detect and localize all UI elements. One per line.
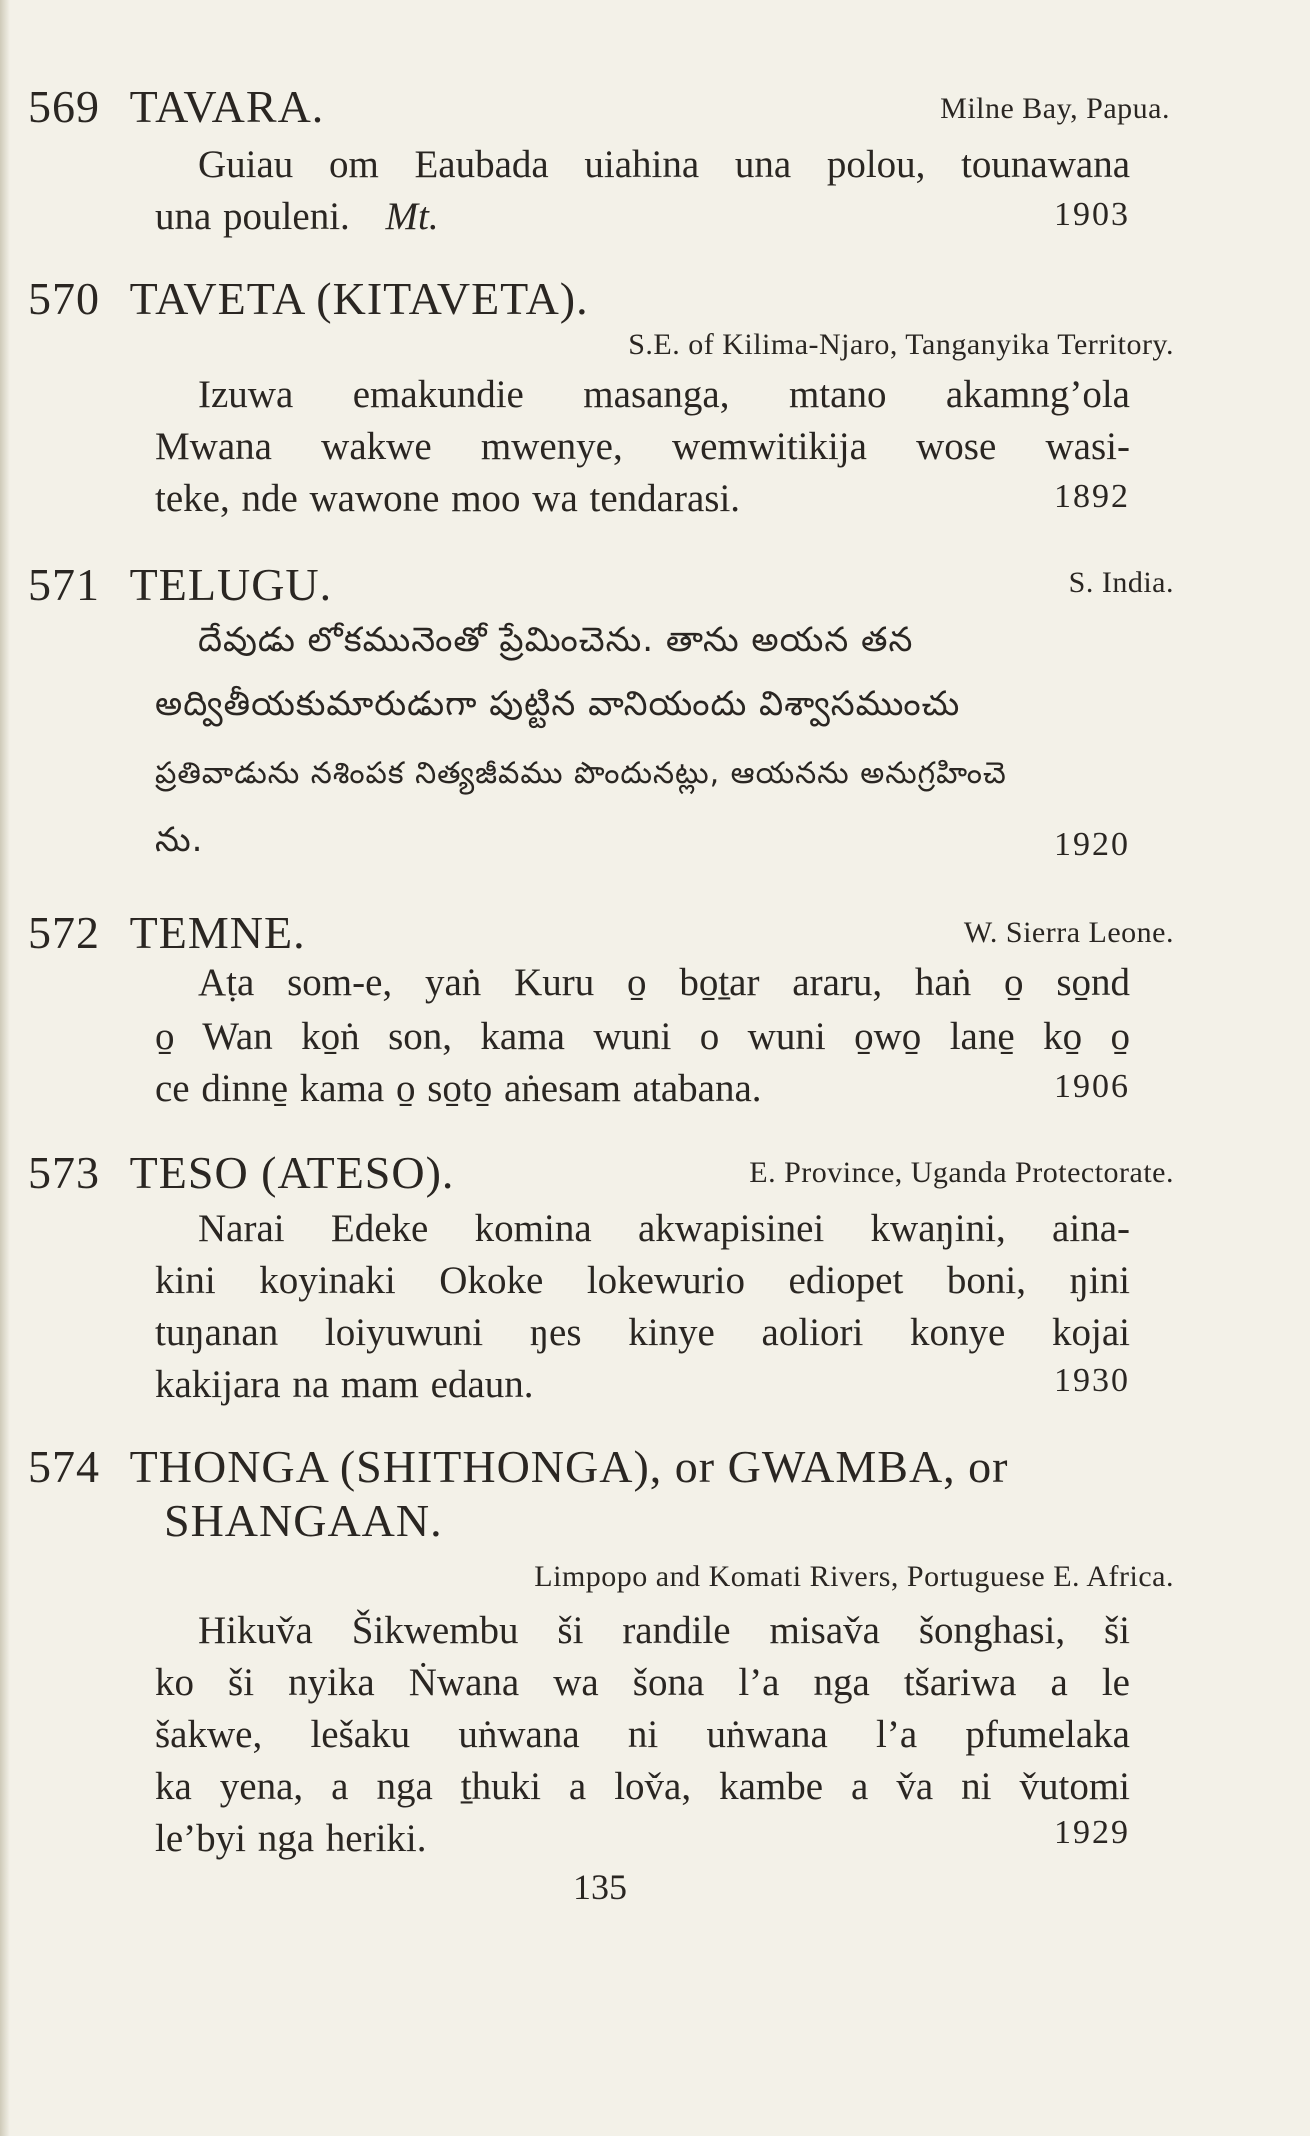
text-line: ce dinne̱ kama o̱ so̱to̱ aṅesam atabana. xyxy=(155,1067,762,1110)
entry-number: 569 xyxy=(28,81,100,132)
entry-region: Limpopo and Komati Rivers, Portuguese E. Africa. xyxy=(534,1560,1174,1593)
language-name: TESO (ATESO). xyxy=(129,1147,455,1198)
text-line: ka yena, a nga ṯhuki a lov̌a, kambe a v̌a ni v̌utomi xyxy=(155,1765,1130,1808)
entry-region: Milne Bay, Papua. xyxy=(940,92,1170,125)
text-line: o̱ Wan ko̱ṅ son, kama wuni o wuni o̱wo̱ lane̱ ko̱ o̱ xyxy=(155,1015,1130,1058)
text-line-content: una pouleni. xyxy=(155,195,350,238)
language-name-continued: SHANGAAN. xyxy=(164,1495,443,1546)
entry-year: 1929 xyxy=(1054,1814,1130,1851)
entry-number: 573 xyxy=(28,1147,100,1198)
telugu-line: అద్వితీయకుమారుడుగా పుట్టిన వానియందు విశ్వాసముంచు xyxy=(155,684,961,724)
language-name: TAVETA (KITAVETA). xyxy=(129,273,589,324)
text-line: kini koyinaki Okoke lokewurio ediopet boni, ŋini xyxy=(155,1259,1130,1302)
page-edge xyxy=(0,0,10,2136)
page-number: 135 xyxy=(573,1867,627,1907)
entry-number: 570 xyxy=(28,273,100,324)
entry-year: 1903 xyxy=(1054,196,1130,233)
entry-region: W. Sierra Leone. xyxy=(963,916,1174,949)
entry-year: 1930 xyxy=(1054,1362,1130,1399)
text-line: Mwana wakwe mwenye, wemwitikija wose wasi- xyxy=(155,425,1130,468)
text-line: Guiau om Eaubada uiahina una polou, tounawana xyxy=(198,143,1130,186)
entry-year: 1920 xyxy=(1054,826,1130,863)
language-name: TEMNE. xyxy=(129,907,306,958)
entry-region: S. India. xyxy=(1068,566,1174,599)
entry-region: S.E. of Kilima-Njaro, Tanganyika Territory. xyxy=(628,328,1174,361)
manuscript-abbrev: Mt. xyxy=(385,195,439,238)
text-line: Hikuv̌a Šikwembu ši randile misav̌a šonghasi, ši xyxy=(198,1609,1130,1652)
entry-number: 571 xyxy=(28,559,100,610)
entry-region: E. Province, Uganda Protectorate. xyxy=(749,1156,1174,1189)
text-line: šakwe, lešaku uṅwana ni uṅwana l’a pfumelaka xyxy=(155,1713,1130,1756)
text-line: Izuwa emakundie masanga, mtano akamng’ola xyxy=(198,373,1130,416)
entry-year: 1906 xyxy=(1054,1068,1130,1105)
telugu-line: ను. xyxy=(155,820,204,860)
text-line xyxy=(155,194,1130,239)
language-name: TAVARA. xyxy=(129,81,325,132)
entry-heading xyxy=(28,272,1310,325)
text-line: teke, nde wawone moo wa tendarasi. xyxy=(155,477,741,520)
entry-number: 574 xyxy=(28,1441,100,1492)
telugu-line: ప్రతివాడును నశింపక నిత్యజీవము పొందునట్లు, ఆయనను అనుగ్రహించె xyxy=(155,756,1007,791)
text-line: ko ši nyika Ṅwana wa šona l’a nga tšariwa a le xyxy=(155,1661,1130,1704)
entry-year: 1892 xyxy=(1054,478,1130,515)
text-line: le’byi nga heriki. xyxy=(155,1817,427,1860)
entry-number: 572 xyxy=(28,907,100,958)
text-line: Aṭa som-e, yaṅ Kuru o̱ bo̱ṯar araru, haṅ o̱ so̱nd xyxy=(198,961,1130,1004)
text-line: tuŋanan loiyuwuni ŋes kinye aoliori konye kojai xyxy=(155,1311,1130,1354)
language-name: THONGA (SHITHONGA), or GWAMBA, or xyxy=(129,1441,1009,1492)
text-line: Narai Edeke komina akwapisinei kwaŋini, aina- xyxy=(198,1207,1130,1250)
entry-heading xyxy=(28,1440,1178,1493)
language-name: TELUGU. xyxy=(129,559,333,610)
telugu-line: దేవుడు లోకమునెంతో ప్రేమించెను. తాను అయన తన xyxy=(198,620,914,660)
text-line: kakijara na mam edaun. xyxy=(155,1363,534,1406)
